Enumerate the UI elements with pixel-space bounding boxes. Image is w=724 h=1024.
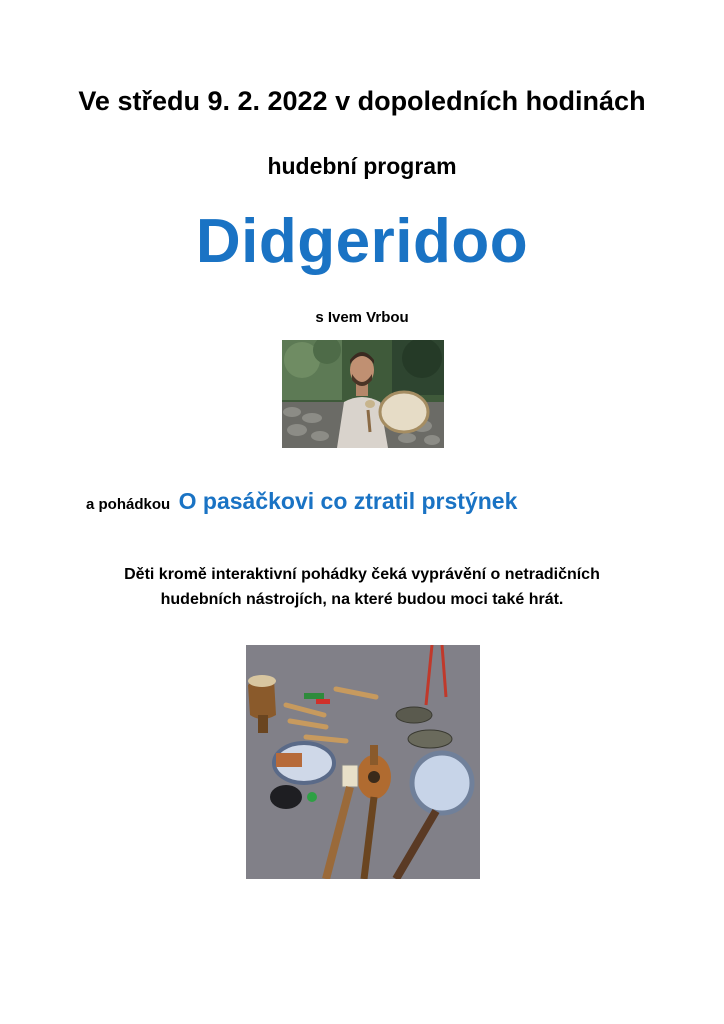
program-label: hudební program — [267, 153, 457, 179]
description — [0, 562, 724, 612]
fairy-tale-title: O pasáčkovi co ztratil prstýnek — [178, 488, 518, 514]
fairy-tale-prefix: a pohádkou — [86, 496, 171, 513]
event-date-line: Ve středu 9. 2. 2022 v dopoledních hodinách — [78, 86, 646, 116]
program-title: Didgeridoo — [195, 207, 529, 276]
description-line-1: Děti kromě interaktivní pohádky čeká vyprávění o netradičních — [124, 566, 600, 583]
performer-line: s Ivem Vrbou — [315, 309, 409, 326]
performer-photo — [282, 340, 444, 448]
description-line-2: hudebních nástrojích, na které budou moci také hrát. — [160, 591, 564, 608]
fairy-tale-line — [86, 488, 517, 515]
instruments-photo — [246, 645, 480, 879]
